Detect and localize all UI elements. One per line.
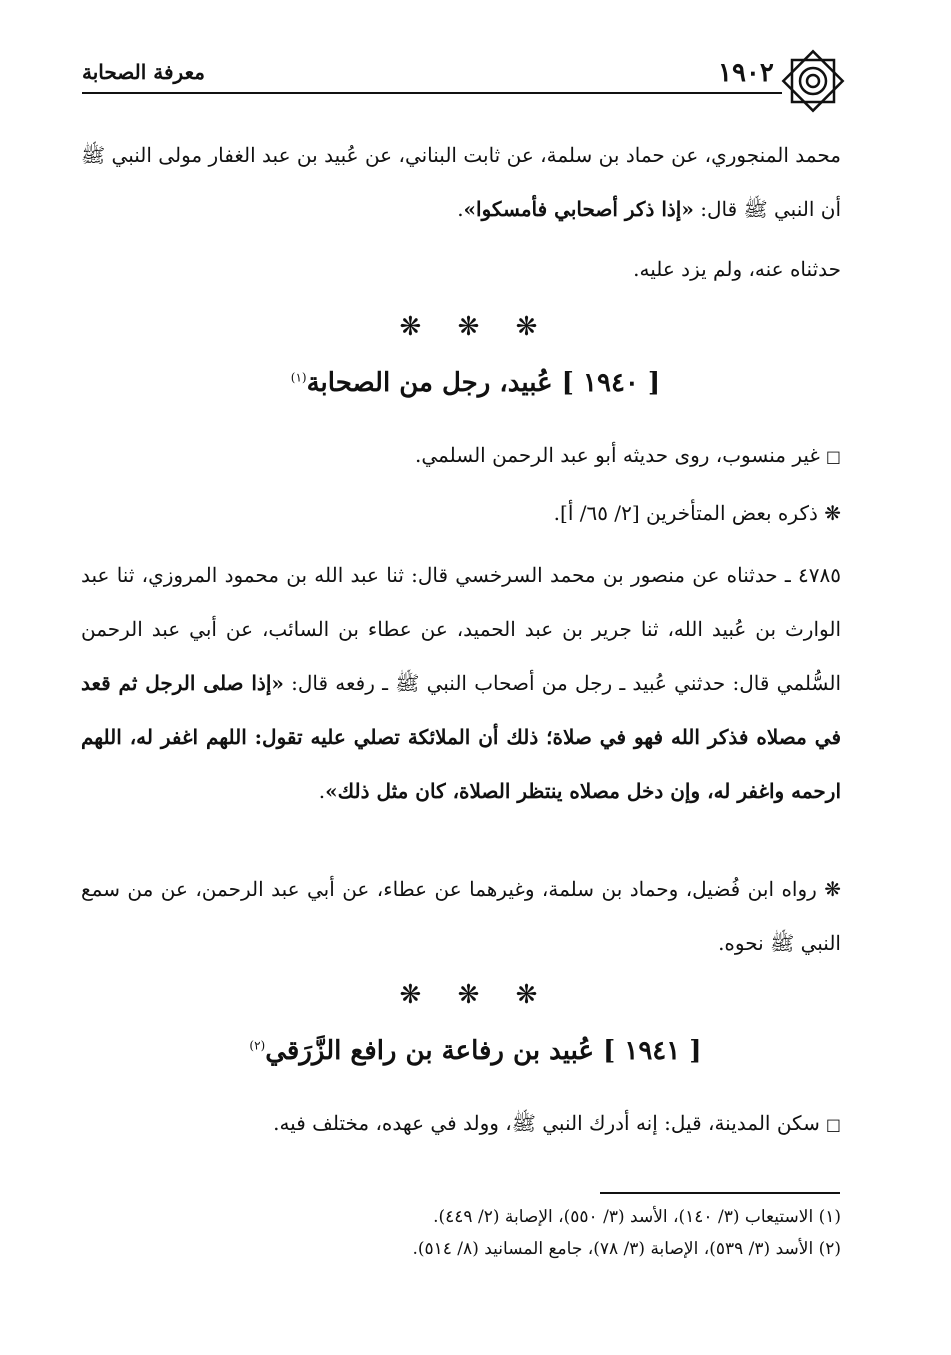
narration-text: حدثناه عنه، ولم يزد عليه. bbox=[633, 257, 841, 281]
box-bullet-icon: □ bbox=[825, 447, 841, 466]
continued-paragraph bbox=[81, 128, 841, 236]
section-separator: ❋ ❋ ❋ bbox=[399, 980, 552, 1010]
bio-text: غير منسوب، روى حديثه أبو عبد الرحمن السلمي. bbox=[415, 443, 820, 467]
entry-bio bbox=[81, 428, 841, 484]
hadith-block bbox=[81, 548, 841, 818]
hadith-text: «إذا ذكر أصحابي فأمسكوا» bbox=[463, 197, 694, 221]
narration-note bbox=[81, 242, 841, 296]
entry-bio bbox=[81, 1096, 841, 1152]
entry-title-text: [ ١٩٤٠ ] عُبيد، رجل من الصحابة bbox=[306, 368, 661, 398]
hadith-chain: ٤٧٨٥ ـ حدثناه عن منصور بن محمد السرخسي قال: ثنا عبد الله بن محمود المروزي، ثنا عبد الوارث بن عُبيد الله، ثنا جرير بن عبد الحميد، عن عطاء بن السائب، عن أبي عبد الرحمن السُّلمي قال: حدثني عُبيد ـ رجل من أصحاب النبي ﷺ ـ رفعه قال: bbox=[81, 563, 842, 695]
header-rule bbox=[82, 92, 782, 94]
footnote-rule bbox=[600, 1192, 840, 1194]
rewaya-block bbox=[81, 862, 841, 970]
paragraph-text: محمد المنجوري، عن حماد بن سلمة، عن ثابت البناني، عن عُبيد بن عبد الغفار مولى النبي ﷺ أن النبي ﷺ قال: bbox=[81, 143, 841, 221]
page-number: ١٩٠٢ bbox=[718, 58, 774, 88]
entry-title-1941 bbox=[0, 1036, 951, 1066]
book-title: معرفة الصحابة bbox=[82, 60, 205, 84]
section-separator: ❋ ❋ ❋ bbox=[399, 312, 552, 342]
note-text: ❋ ذكره بعض المتأخرين [٢/ ٦٥/ أ]. bbox=[553, 501, 841, 525]
footnote-1: (١) الاستيعاب (٣/ ١٤٠)، الأسد (٣/ ٥٥٠)، الإصابة (٢/ ٤٤٩). bbox=[433, 1207, 841, 1227]
entry-note bbox=[81, 486, 841, 540]
rewaya-text: ❋ رواه ابن فُضيل، وحماد بن سلمة، وغيرهما عن عطاء، عن أبي عبد الرحمن، عن من سمع النبي ﷺ نحوه. bbox=[81, 877, 841, 955]
footnote-ref: (١) bbox=[290, 370, 307, 385]
entry-title-text: [ ١٩٤١ ] عُبيد بن رفاعة بن رافع الزَّرَقي bbox=[265, 1036, 702, 1066]
footnote-ref: (٢) bbox=[249, 1038, 266, 1053]
bio-text: سكن المدينة، قيل: إنه أدرك النبي ﷺ، وولد في عهده، مختلف فيه. bbox=[273, 1111, 820, 1135]
box-bullet-icon: □ bbox=[825, 1115, 841, 1134]
footnote-2: (٢) الأسد (٣/ ٥٣٩)، الإصابة (٣/ ٧٨)، جامع المسانيد (٨/ ٥١٤). bbox=[412, 1239, 841, 1259]
paragraph-end: . bbox=[457, 197, 464, 221]
ornament-icon bbox=[780, 48, 846, 114]
hadith-text: «إذا صلى الرجل ثم قعد في مصلاه فذكر الله فهو في صلاة؛ ذلك أن الملائكة تصلي عليه تقول: اللهم اغفر له، اللهم ارحمه واغفر له، وإن دخل مصلاه ينتظر الصلاة، كان مثل ذلك» bbox=[81, 671, 841, 803]
hadith-end: . bbox=[318, 779, 326, 803]
entry-title-1940 bbox=[0, 368, 951, 398]
